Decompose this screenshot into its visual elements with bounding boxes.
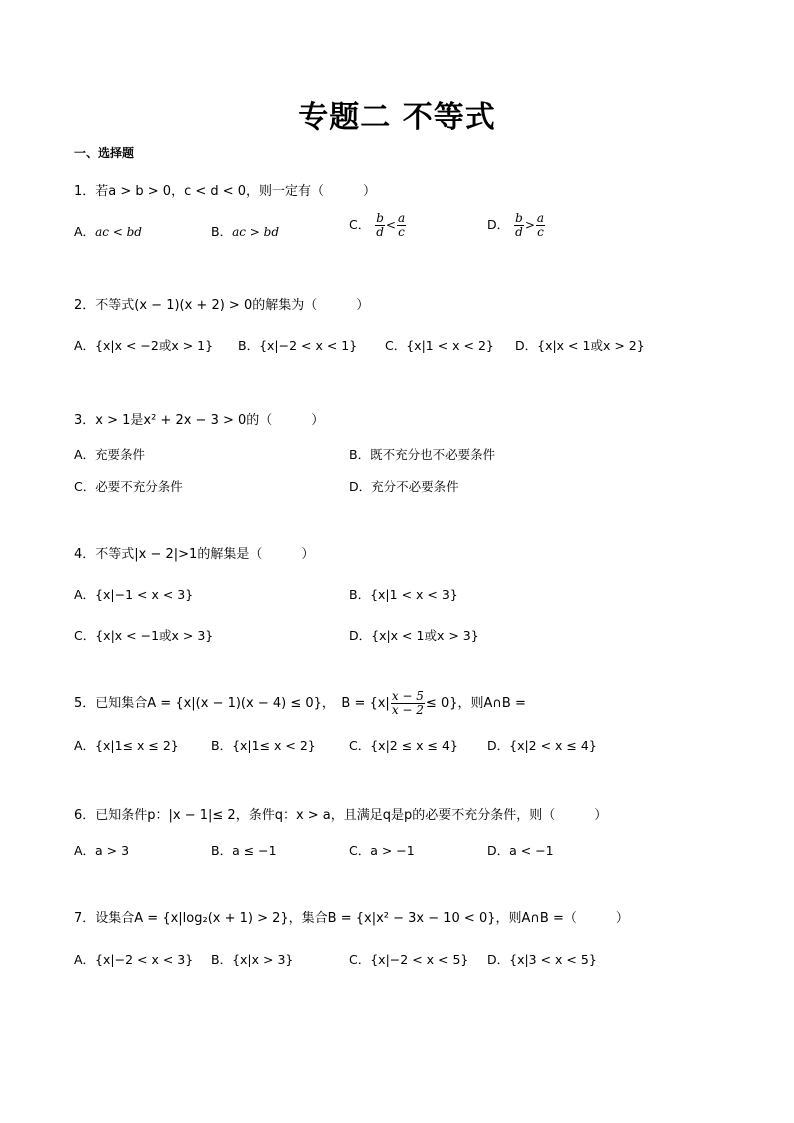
option-label: A． xyxy=(74,224,96,239)
question-5-stem xyxy=(74,690,526,717)
question-7-option-d: D．{x|3 < x < 5} xyxy=(487,952,597,967)
question-1-option-d xyxy=(487,212,546,239)
question-2-stem: 2．不等式(x − 1)(x + 2) > 0的解集为（ ） xyxy=(74,298,370,313)
option-label: C． xyxy=(349,217,371,232)
set-b-fraction: $\frac{x - 5}{x - 2}$ xyxy=(391,689,424,717)
fraction-a-over-c: $\frac{a}{c}$ xyxy=(397,211,406,239)
option-label: D． xyxy=(487,217,510,232)
question-1-option-c xyxy=(349,212,407,239)
option-label: B． xyxy=(211,224,233,239)
question-2-option-b: B．{x|−2 < x < 1} xyxy=(238,338,358,353)
question-5-option-d: D．{x|2 < x ≤ 4} xyxy=(487,738,597,753)
question-5-option-c: C．{x|2 ≤ x ≤ 4} xyxy=(349,738,458,753)
section-heading: 一、选择题 xyxy=(74,146,135,160)
stem-suffix: ≤ 0}，则A∩B = xyxy=(425,696,526,711)
fraction-b-over-d: $\frac{b}{d}$ xyxy=(515,211,523,239)
question-6-stem: 6．已知条件p：|x − 1|≤ 2，条件q：x > a，且满足q是p的必要不充分条件，则（ ） xyxy=(74,808,608,823)
question-1-option-b xyxy=(211,222,279,240)
question-7-option-a: A．{x|−2 < x < 3} xyxy=(74,952,194,967)
question-6-option-b: B．a ≤ −1 xyxy=(211,843,277,858)
question-4-option-a: A．{x|−1 < x < 3} xyxy=(74,587,194,602)
question-2-option-a: A．{x|x < −2或x > 1} xyxy=(74,338,214,353)
question-4-stem: 4．不等式|x − 2|>1的解集是（ ） xyxy=(74,547,315,562)
option-expr: ac < bd xyxy=(95,225,142,239)
question-5-option-b: B．{x|1≤ x < 2} xyxy=(211,738,316,753)
question-7-stem: 7．设集合A = {x|log₂(x + 1) > 2}，集合B = {x|x² − 3x − 10 < 0}，则A∩B =（ ） xyxy=(74,911,629,926)
question-6-option-c: C．a > −1 xyxy=(349,843,415,858)
question-7-option-c: C．{x|−2 < x < 5} xyxy=(349,952,469,967)
question-4-option-b: B．{x|1 < x < 3} xyxy=(349,587,458,602)
question-3-option-d: D．充分不必要条件 xyxy=(349,479,459,494)
question-6-option-d: D．a < −1 xyxy=(487,843,554,858)
question-7-option-b: B．{x|x > 3} xyxy=(211,952,294,967)
question-4-option-c: C．{x|x < −1或x > 3} xyxy=(74,628,214,643)
comparison-operator: < xyxy=(385,218,396,232)
question-1-stem: 1．若a > b > 0，c < d < 0，则一定有（ ） xyxy=(74,184,377,199)
fraction-a-over-c: $\frac{a}{c}$ xyxy=(536,211,545,239)
option-expr: ac > bd xyxy=(232,225,279,239)
stem-prefix: 5．已知集合A = {x|(x − 1)(x − 4) ≤ 0}， B = {x| xyxy=(74,696,390,711)
question-3-option-b: B．既不充分也不必要条件 xyxy=(349,447,496,462)
question-3-option-c: C．必要不充分条件 xyxy=(74,479,183,494)
question-1-option-a xyxy=(74,222,142,240)
fraction-b-over-d: $\frac{b}{d}$ xyxy=(376,211,384,239)
question-2-option-c: C．{x|1 < x < 2} xyxy=(385,338,494,353)
question-4-option-d: D．{x|x < 1或x > 3} xyxy=(349,628,479,643)
question-5-option-a: A．{x|1≤ x ≤ 2} xyxy=(74,738,179,753)
page-title: 专题二 不等式 xyxy=(298,100,496,135)
question-2-option-d: D．{x|x < 1或x > 2} xyxy=(515,338,645,353)
question-3-stem: 3．x > 1是x² + 2x − 3 > 0的（ ） xyxy=(74,413,325,428)
question-3-option-a: A．充要条件 xyxy=(74,447,146,462)
comparison-operator: > xyxy=(524,218,535,232)
question-6-option-a: A．a > 3 xyxy=(74,843,130,858)
